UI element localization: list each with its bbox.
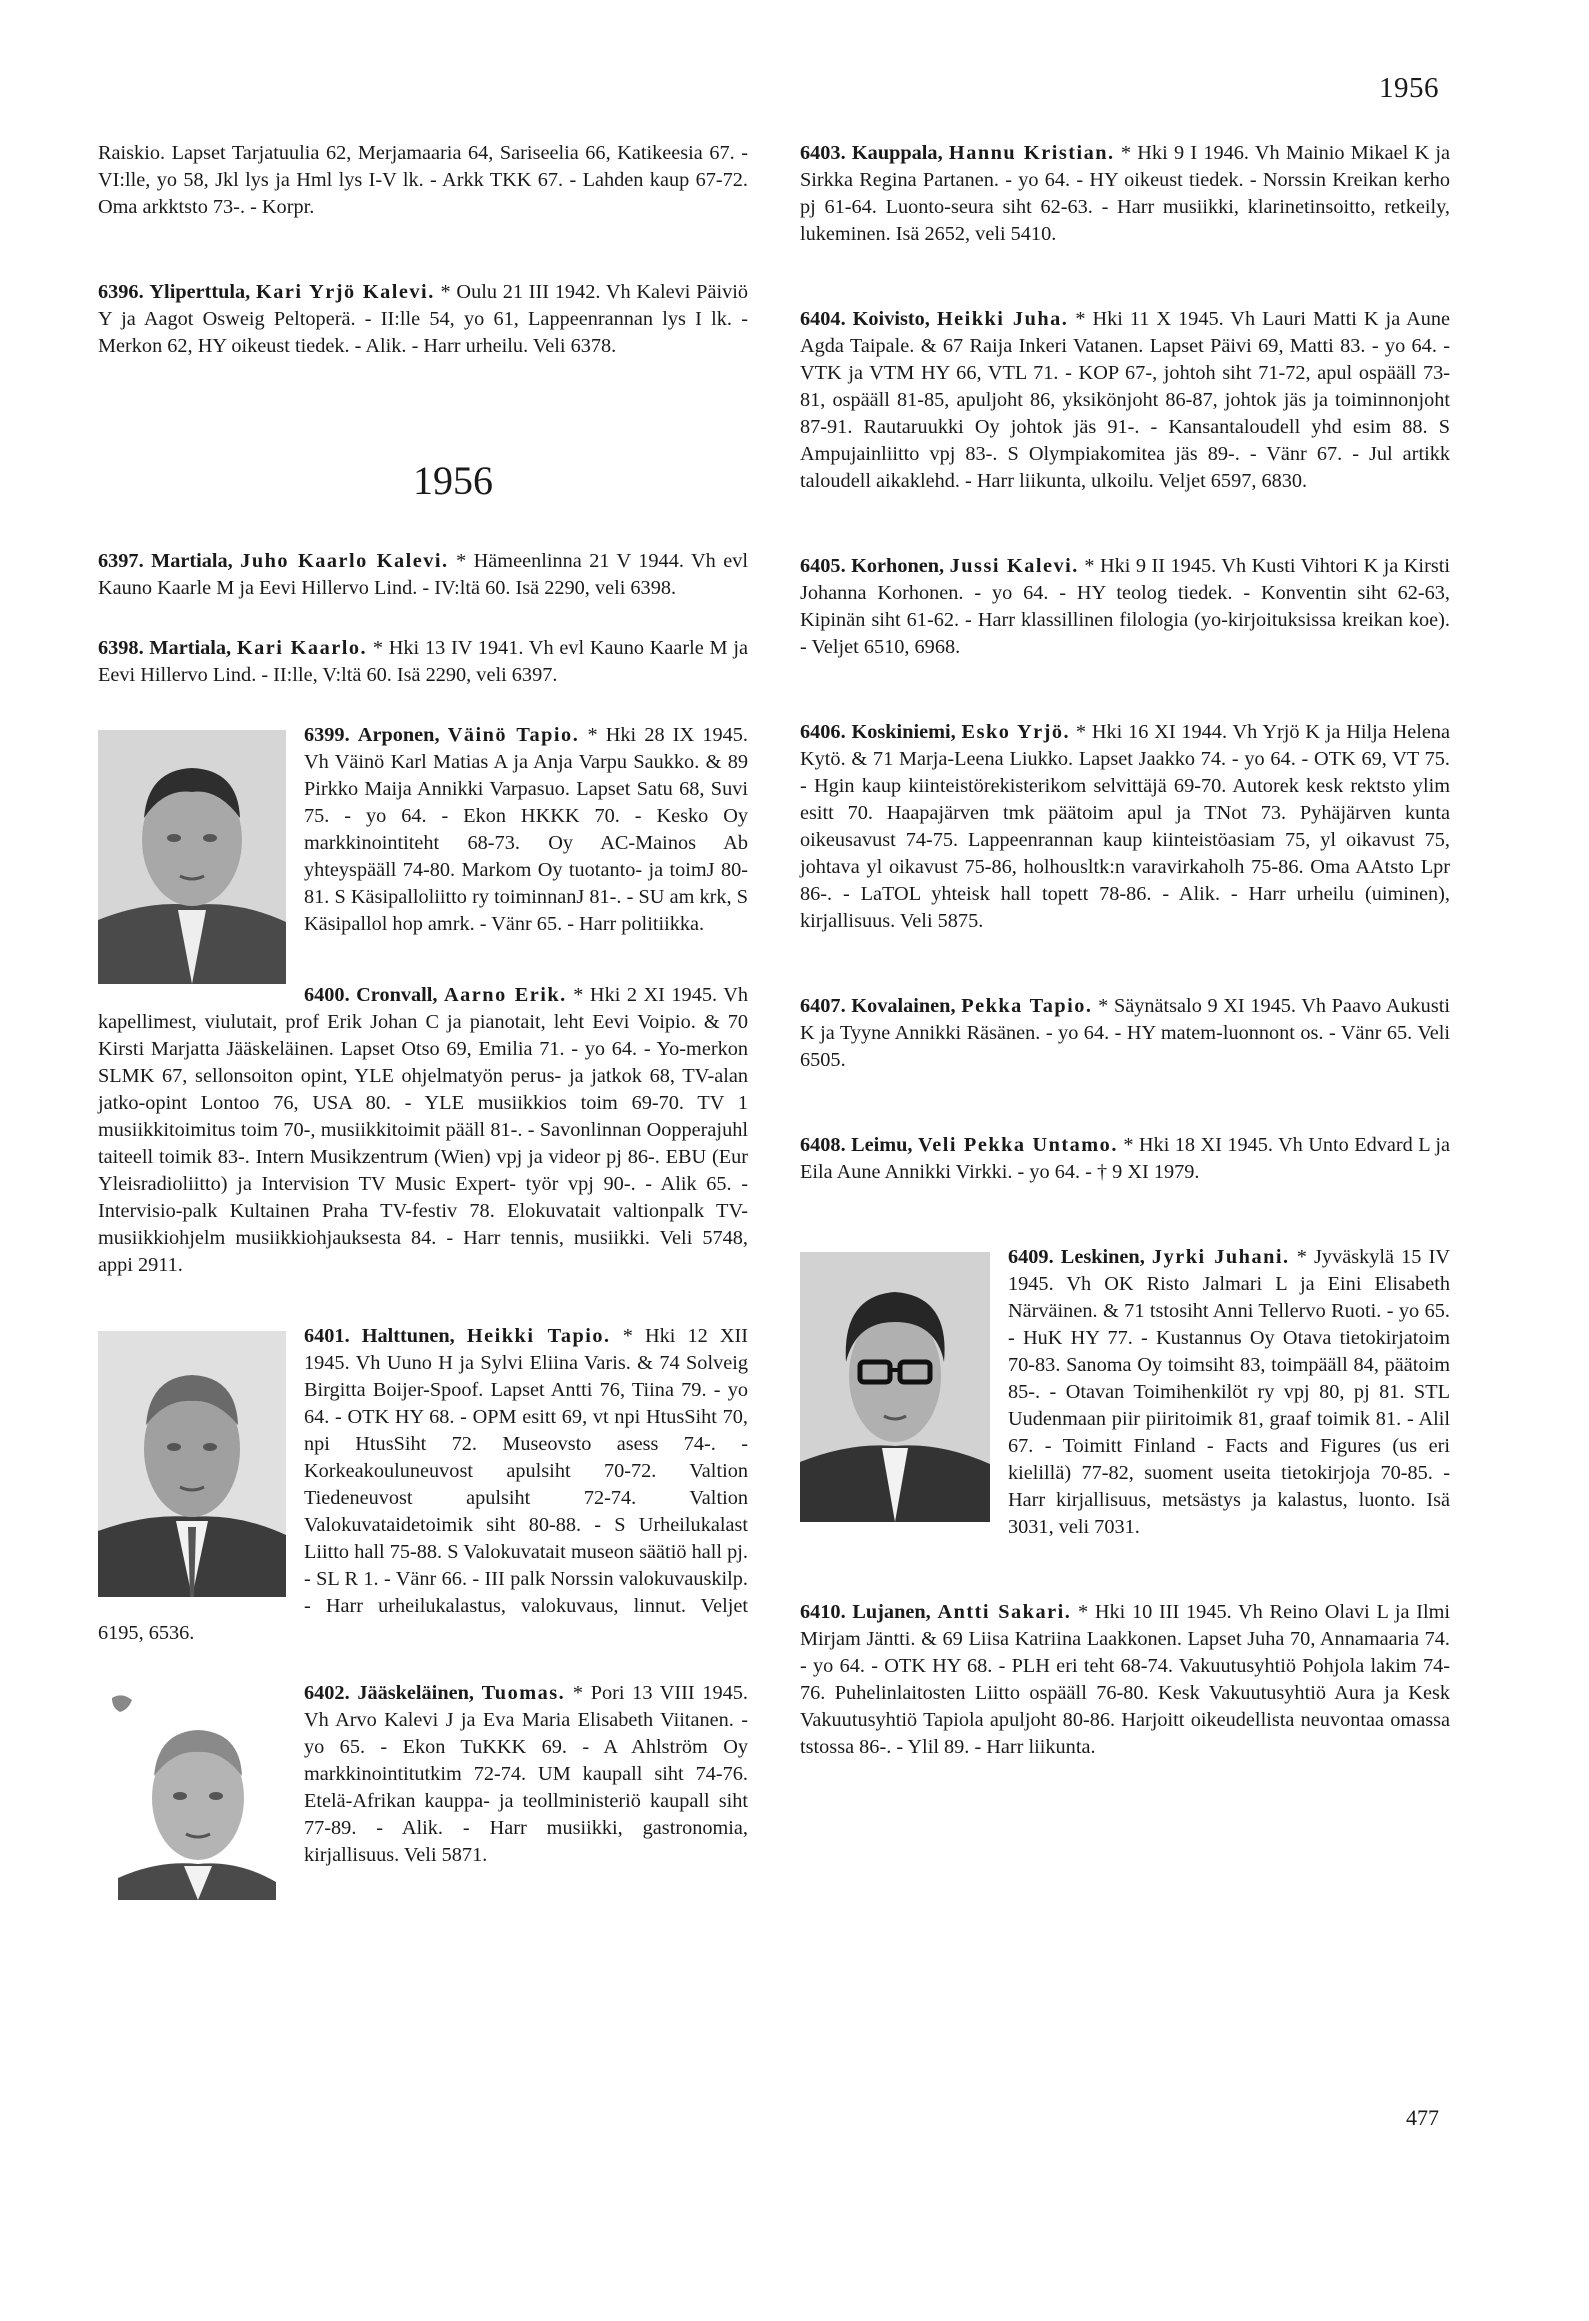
entry-6402: 6402. Jääskeläinen, Tuomas. * Pori 13 VIII 1945. Vh Arvo Kalevi J ja Eva Maria Elisabeth Viitanen. - yo 65. - Ekon TuKKK 69. - A Ahlström Oy markkinointitutkim 72-74. UM kaupall siht 74-76. Etelä-Afrikan kauppa- ja teollministeriö kaupall siht 77-89. - Alik. - Harr musiikki, gastronomia, kirjallisuus. Veli 5871. — [98, 1680, 748, 1869]
year-section-heading: 1956 — [413, 458, 493, 503]
portrait-photo-6409 — [800, 1252, 990, 1522]
entry-6397: 6397. Martiala, Juho Kaarlo Kalevi. * Hämeenlinna 21 V 1944. Vh evl Kauno Kaarle M ja Eevi Hillervo Lind. - IV:ltä 60. Isä 2290, veli 6398. — [98, 550, 748, 599]
portrait-photo-6402 — [98, 1688, 286, 1900]
entry-6410: 6410. Lujanen, Antti Sakari. * Hki 10 III 1945. Vh Reino Olavi L ja Ilmi Mirjam Jäntti. & 69 Liisa Katriina Laakkonen. Lapset Juha 70, Annamaaria 74. - yo 64. - OTK HY 68. - PLH eri teht 68-74. Vakuutusyhtiö Pohjola lakim 74-76. Puhelinlaitosten Liitto ospääll 76-80. Kesk Vakuutusyhtiö Aura ja Kesk Vakuutusyhtiö Tapiola apuljoht 80-86. Harjoitt oikeudellista neuvontaa omassa tstossa 86-. - Ylil 89. - Harr liikunta. — [800, 1601, 1451, 1758]
portrait-photo-6401 — [98, 1331, 286, 1597]
entry-6396: 6396. Yliperttula, Kari Yrjö Kalevi. * Oulu 21 III 1942. Vh Kalevi Päiviö Y ja Aagot Osweig Peltoperä. - II:lle 54, yo 61, Lappeenrannan lys I lk. - Merkon 62, HY oikeust tiedek. - Alik. - Harr urheilu. Veli 6378. — [98, 281, 749, 357]
entry-6399: 6399. Arponen, Väinö Tapio. * Hki 28 IX 1945. Vh Väinö Karl Matias A ja Anja Varpu Saukko. & 89 Pirkko Maija Annikki Varpasuo. Lapset Satu 68, Suvi 75. - yo 64. - Ekon HKKK 70. - Kesko Oy markkinointiteht 68-73. Oy AC-Mainos Ab yhteyspääll 74-80. Markom Oy tuotanto- ja toimJ 80-81. S Käsipalloliitto ry toiminnanJ 81-. - SU am krk, S Käsipallol hop amrk. - Vänr 65. - Harr politiikka. — [98, 722, 748, 938]
portrait-icon — [98, 1331, 286, 1597]
entry-6406: 6406. Koskiniemi, Esko Yrjö. * Hki 16 XI 1944. Vh Yrjö K ja Hilja Helena Kytö. & 71 Marja-Leena Liukko. Lapset Jaakko 74. - yo 64. - OTK 69, VT 75. - Hgin kaup kiinteistörekisterikom selvittäjä 69-70. Autorek kesk rektsto ylim esitt 70. Haapajärven tmk päätoim apul ja TNot 73. Pyhäjärven kunta oikeusavust 74-75. Lappeenrannan kaup kiinteistöasiam 75, yl oikavust 75, johtava yl oikavust 75-86, holhousltk:n varavirkaholh 75-86. Oma AAtsto Lpr 86-. - LaTOL yhteisk hall topett 78-86. - Alik. - Harr urheilu (uiminen), kirjallisuus. Veli 5875. — [800, 721, 1451, 932]
portrait-icon — [98, 730, 286, 984]
entry-6398: 6398. Martiala, Kari Kaarlo. * Hki 13 IV 1941. Vh evl Kauno Kaarle M ja Eevi Hillervo Lind. - II:lle, V:ltä 60. Isä 2290, veli 6397. — [98, 637, 748, 686]
entry-6409: 6409. Leskinen, Jyrki Juhani. * Jyväskylä 15 IV 1945. Vh OK Risto Jalmari L ja Eini Elisabeth Närväinen. & 71 tstosiht Anni Tellervo Ruoti. - yo 65. - HuK HY 77. - Kustannus Oy Otava tietokirjatoim 70-83. Sanoma Oy toimsiht 83, toimpääll 84, päätoim 85-. - Otavan Toimihenkilöt ry vpj 80, pj 81. STL Uudenmaan piir piiritoimik 81, graaf toimik 81. - Alil 67. - Toimitt Finland - Facts and Figures (us eri kielillä) 77-82, suoment useita tietokirjoja 70-85. - Harr kirjallisuus, metsästys ja kalastus, luonto. Isä 3031, veli 7031. — [800, 1244, 1450, 1541]
portrait-icon — [98, 1688, 286, 1900]
portrait-photo-6399 — [98, 730, 286, 984]
portrait-icon — [800, 1252, 990, 1522]
running-header-year: 1956 — [1379, 72, 1439, 104]
entry-6407: 6407. Kovalainen, Pekka Tapio. * Säynätsalo 9 XI 1945. Vh Paavo Aukusti K ja Tyyne Annikki Räsänen. - yo 64. - HY matem-luonnont os. - Vänr 65. Veli 6505. — [800, 995, 1450, 1071]
page-number: 477 — [1406, 2105, 1439, 2130]
entry-6401: 6401. Halttunen, Heikki Tapio. * Hki 12 XII 1945. Vh Uuno H ja Sylvi Eliina Varis. & 74 Solveig Birgitta Boijer-Spoof. Lapset Antti 76, Tiina 79. - yo 64. - OTK HY 68. - OPM esitt 69, vt npi HtusSiht 70, npi HtusSiht 72. Museovsto asess 74-. - Korkeakouluneuvost apulsiht 70-72. Valtion Tiedeneuvost apulsiht 72-74. Valtion Valokuvataidetoimik siht 80-88. - S Urheilukalast Liitto hall 75-88. S Valokuvatait museon säätiö hall pj. - SL R 1. - Vänr 66. - III palk Norssin valokuvauskilp. - Harr urheilukalastus, valokuvaus, linnut. Veljet 6195, 6536. — [98, 1325, 749, 1644]
entry-6400: 6400. Cronvall, Aarno Erik. * Hki 2 XI 1945. Vh kapellimest, viulutait, prof Erik Johan C ja pianotait, leht Eevi Voipio. & 70 Kirsti Marjatta Jääskeläinen. Lapset Otso 69, Emilia 71. - yo 64. - Yo-merkon SLMK 67, sellonsoiton opint, YLE ohjelmatyön perus- ja jatkok 68, TV-alan jatko-opint Lontoo 76, USA 80. - YLE musiikkios toim 69-70. TV 1 musiikkitoimitus toim 70-, musiikkitoimit pääll 81-. - Savonlinnan Oopperajuhl taiteell toimik 83-. Intern Musikzentrum (Wien) vpj ja videor pj 86-. EBU (Eur Yleisradioliitto) ja Intervision TV Music Expert- työr vpj 90-. - Alik 65. - Intervisio-palk Kultainen Praha TV-festiv 78. Elokuvatait valtionpalk TV-musiikkiohjelm musiikkiohjauksesta 84. - Harr tennis, musiikki. Veli 5748, appi 2911. — [98, 984, 748, 1276]
left-column — [98, 140, 748, 1902]
continued-entry-text: Raiskio. Lapset Tarjatuulia 62, Merjamaaria 64, Sariseelia 66, Katikeesia 67. - VI:lle, yo 58, Jkl lys ja Hml lys I-V lk. - Arkk TKK 67. - Lahden kaup 67-72. Oma arkktsto 73-. - Korpr. — [98, 142, 748, 218]
entry-6408: 6408. Leimu, Veli Pekka Untamo. * Hki 18 XI 1945. Vh Unto Edvard L ja Eila Aune Annikki Virkki. - yo 64. - † 9 XI 1979. — [800, 1134, 1450, 1183]
right-column — [800, 140, 1450, 1761]
entry-6404: 6404. Koivisto, Heikki Juha. * Hki 11 X 1945. Vh Lauri Matti K ja Aune Agda Taipale. & 67 Raija Inkeri Vatanen. Lapset Päivi 69, Matti 83. - yo 64. - VTK ja VTM HY 66, VTL 71. - KOP 67-, johtoh siht 71-72, apul ospääll 73-81, ospääll 81-85, apuljoht 86, yksikönjoht 86-87, johtok jäs ja toiminnonjoht 87-91. Rautaruukki Oy johtok jäs 91-. - Kansantaloudell yhd esim 88. S Ampujainliitto vpj 83-. S Olympiakomitea jäs 89-. - Vänr 67. - Jul artikk taloudell aikaklehd. - Harr liikunta, ulkoilu. Veljet 6597, 6830. — [800, 308, 1450, 492]
entry-6405: 6405. Korhonen, Jussi Kalevi. * Hki 9 II 1945. Vh Kusti Vihtori K ja Kirsti Johanna Korhonen. - yo 64. - HY teolog tiedek. - Konventin siht 62-63, Kipinän siht 61-62. - Harr klassillinen filologia (yo-kirjoituksissa kreikan koe). - Veljet 6510, 6968. — [800, 555, 1450, 658]
entry-6403: 6403. Kauppala, Hannu Kristian. * Hki 9 I 1946. Vh Mainio Mikael K ja Sirkka Regina Partanen. - yo 64. - HY oikeust tiedek. - Norssin Kreikan kerho pj 61-64. Luonto-seura siht 62-63. - Harr musiikki, klarinetinsoitto, retkeily, lukeminen. Isä 2652, veli 5410. — [800, 142, 1451, 245]
